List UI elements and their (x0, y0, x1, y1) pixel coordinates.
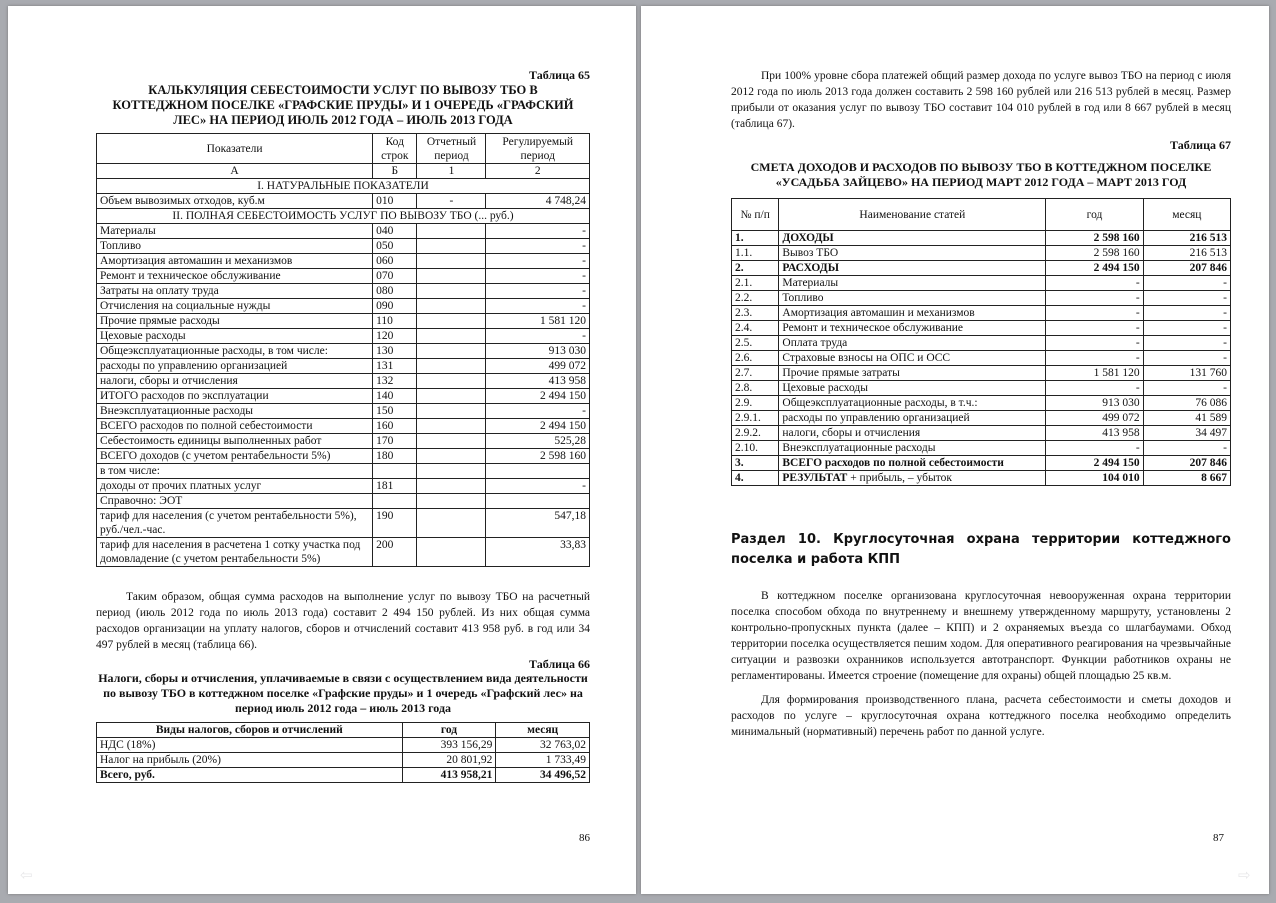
table-cell: 2.7. (732, 366, 779, 381)
section-title: I. НАТУРАЛЬНЫЕ ПОКАЗАТЕЛИ (97, 179, 590, 194)
table-cell (417, 284, 486, 299)
table-row (97, 254, 590, 269)
table-cell: 4 748,24 (486, 194, 590, 209)
table-66-title: Налоги, сборы и отчисления, уплачиваемые в связи с осуществлением вида деятельности по вывозу ТБО в коттеджном поселке «Графские пруды» и 1 очередь «Графский лес» на период июль 2012 года – июль 2013 года (98, 671, 588, 715)
result-label: РЕЗУЛЬТАТ (782, 472, 848, 484)
table-row (97, 434, 590, 449)
table-65-section-row (97, 179, 590, 194)
table-cell (417, 538, 486, 567)
page-86 (8, 6, 636, 894)
table-row (97, 299, 590, 314)
table-cell: Топливо (779, 291, 1046, 306)
table-cell: 2.4. (732, 321, 779, 336)
table-cell: 2.9. (732, 396, 779, 411)
table-cell: 2 598 160 (486, 449, 590, 464)
table-cell: 499 072 (1046, 411, 1143, 426)
page-number: 86 (579, 832, 590, 844)
page-87 (641, 6, 1269, 894)
table-66-label: Таблица 66 (529, 657, 590, 671)
table-row (732, 456, 1231, 471)
table-cell: 190 (373, 509, 417, 538)
table-cell: 150 (373, 404, 417, 419)
table-cell (779, 471, 1046, 486)
table-cell: 2 494 150 (486, 389, 590, 404)
table-cell: 131 760 (1143, 366, 1230, 381)
table-cell (417, 254, 486, 269)
table-cell (417, 494, 486, 509)
table-cell: 1 (417, 164, 486, 179)
table-cell: 2.1. (732, 276, 779, 291)
table-67 (731, 198, 1231, 486)
table-cell: - (486, 224, 590, 239)
table-cell: - (1143, 276, 1230, 291)
table-cell (417, 464, 486, 479)
table-cell: налоги, сборы и отчисления (97, 374, 373, 389)
arrow-right-icon[interactable]: ⇨ (1238, 866, 1251, 884)
table-cell: Себестоимость единицы выполненных работ (97, 434, 373, 449)
table-cell: 2. (732, 261, 779, 276)
page-86-content (96, 68, 590, 783)
table-cell (417, 224, 486, 239)
table-cell: 181 (373, 479, 417, 494)
table-cell: 8 667 (1143, 471, 1230, 486)
table-row (97, 239, 590, 254)
table-row (732, 366, 1231, 381)
table-row (732, 411, 1231, 426)
arrow-left-icon[interactable]: ⇦ (20, 866, 33, 884)
table-cell: 34 496,52 (496, 768, 590, 783)
table-cell: А (97, 164, 373, 179)
table-cell: 132 (373, 374, 417, 389)
table-cell (373, 464, 417, 479)
table-cell: 20 801,92 (402, 753, 496, 768)
table-cell (417, 374, 486, 389)
paragraph-income: При 100% уровне сбора платежей общий размер дохода по услуге вывоз ТБО на период с июля 2012 года по июль 2013 года должен составить 2 598 160 рублей или 216 513 рублей в месяц. Размер прибыли от оказания услуг по вывозу ТБО составит 104 010 рублей в год или 8 667 рублей в месяц (таблица 67). (731, 70, 1231, 130)
table-cell: Налог на прибыль (20%) (97, 753, 403, 768)
table-cell: - (486, 299, 590, 314)
table-cell: 33,83 (486, 538, 590, 567)
table-cell: 200 (373, 538, 417, 567)
table-cell: - (1143, 441, 1230, 456)
table-cell: 131 (373, 359, 417, 374)
paragraph-security: В коттеджном поселке организована круглосуточная невооруженная охрана территории поселка способом обхода по внутреннему и внешнему утвержденному маршруту, установлены 2 контрольно-пропускных пункта (далее – КПП) и 2 охраняемых въезда со шлагбаумами. Обход территории поселка осуществляется пешим ходом. Для оперативного реагирования на чрезвычайные ситуации и развозки охранников используется автотранспорт. Функции работников охраны не регламентированы. Имеется строение (помещение для охраны) общей площадью 25 кв.м. (731, 590, 1231, 682)
table-cell (417, 389, 486, 404)
table-cell: 1. (732, 231, 779, 246)
table-cell: 2 494 150 (1046, 456, 1143, 471)
table-cell: - (486, 404, 590, 419)
table-cell: налоги, сборы и отчисления (779, 426, 1046, 441)
table-65 (96, 133, 590, 567)
table-cell: 207 846 (1143, 261, 1230, 276)
table-cell: 2 494 150 (486, 419, 590, 434)
table-cell: тариф для населения в расчетена 1 сотку участка под домовладение (с учетом рентабельности 5%) (97, 538, 373, 567)
table-cell: Вывоз ТБО (779, 246, 1046, 261)
table-cell (417, 329, 486, 344)
table-67-header: месяц (1143, 199, 1230, 231)
table-row (732, 306, 1231, 321)
table-67-header: год (1046, 199, 1143, 231)
table-cell: - (486, 479, 590, 494)
table-cell: Прочие прямые расходы (97, 314, 373, 329)
table-row (732, 276, 1231, 291)
table-66-header: год (402, 723, 496, 738)
table-cell: 2 494 150 (1046, 261, 1143, 276)
table-cell: 140 (373, 389, 417, 404)
table-66 (96, 722, 590, 783)
table-cell: 1 581 120 (486, 314, 590, 329)
table-cell (373, 494, 417, 509)
table-67-title: СМЕТА ДОХОДОВ И РАСХОДОВ ПО ВЫВОЗУ ТБО В КОТТЕДЖНОМ ПОСЕЛКЕ «УСАДЬБА ЗАЙЦЕВО» НА ПЕРИОД МАРТ 2012 ГОДА – МАРТ 2013 ГОД (750, 160, 1212, 189)
table-row (97, 419, 590, 434)
table-row (732, 336, 1231, 351)
table-cell (417, 344, 486, 359)
table-cell: - (486, 284, 590, 299)
table-cell: Страховые взносы на ОПС и ОСС (779, 351, 1046, 366)
table-row (97, 738, 590, 753)
table-cell: Внеэксплуатационные расходы (779, 441, 1046, 456)
table-cell (486, 464, 590, 479)
table-cell: 2.5. (732, 336, 779, 351)
page-number: 87 (1213, 832, 1224, 844)
table-cell: - (1143, 336, 1230, 351)
table-cell: - (417, 194, 486, 209)
table-cell: ВСЕГО расходов по полной себестоимости (779, 456, 1046, 471)
table-cell: 2 (486, 164, 590, 179)
table-cell: 547,18 (486, 509, 590, 538)
table-cell (417, 479, 486, 494)
table-row (97, 389, 590, 404)
table-row (732, 441, 1231, 456)
table-cell (417, 314, 486, 329)
table-66-header: месяц (496, 723, 590, 738)
table-cell: 913 030 (1046, 396, 1143, 411)
table-row (732, 426, 1231, 441)
table-cell (417, 359, 486, 374)
table-cell: Амортизация автомашин и механизмов (779, 306, 1046, 321)
table-cell: Отчисления на социальные нужды (97, 299, 373, 314)
paragraph-plan: Для формирования производственного плана, расчета себестоимости и сметы доходов и расходов по услуге – круглосуточная охрана коттеджного поселка необходимо определить минимальный (нормативный) перечень работ по данной услуге. (731, 694, 1231, 738)
table-cell (417, 239, 486, 254)
table-row (97, 329, 590, 344)
table-cell: 913 030 (486, 344, 590, 359)
table-cell: 413 958 (1046, 426, 1143, 441)
table-cell: 010 (373, 194, 417, 209)
table-cell: НДС (18%) (97, 738, 403, 753)
table-cell: 2.10. (732, 441, 779, 456)
table-cell: 1 581 120 (1046, 366, 1143, 381)
table-cell (417, 404, 486, 419)
table-65-header: Показатели (97, 134, 373, 164)
table-cell: 2.2. (732, 291, 779, 306)
table-row (97, 753, 590, 768)
table-row (732, 351, 1231, 366)
table-65-title: КАЛЬКУЛЯЦИЯ СЕБЕСТОИМОСТИ УСЛУГ ПО ВЫВОЗУ ТБО В КОТТЕДЖНОМ ПОСЕЛКЕ «ГРАФСКИЕ ПРУДЫ» И 1 ОЧЕРЕДЬ «ГРАФСКИЙ ЛЕС» НА ПЕРИОД ИЮЛЬ 2012 ГОДА – ИЮЛЬ 2013 ГОДА (112, 83, 574, 127)
table-cell: ИТОГО расходов по эксплуатации (97, 389, 373, 404)
table-row (97, 479, 590, 494)
table-cell: - (1046, 291, 1143, 306)
table-cell: 413 958,21 (402, 768, 496, 783)
table-row (732, 261, 1231, 276)
table-cell: Б (373, 164, 417, 179)
table-cell: 4. (732, 471, 779, 486)
result-suffix: + прибыль, – убыток (847, 472, 952, 484)
table-cell: тариф для населения (с учетом рентабельности 5%), руб./чел.-час. (97, 509, 373, 538)
table-cell: ВСЕГО расходов по полной себестоимости (97, 419, 373, 434)
table-cell: - (1143, 291, 1230, 306)
table-row (732, 321, 1231, 336)
table-row (97, 404, 590, 419)
table-65-index-row (97, 164, 590, 179)
table-cell: Прочие прямые затраты (779, 366, 1046, 381)
table-cell: Материалы (97, 224, 373, 239)
table-65-section-row (97, 209, 590, 224)
table-row (732, 471, 1231, 486)
table-row (97, 464, 590, 479)
table-cell: Внеэксплуатационные расходы (97, 404, 373, 419)
table-cell: 060 (373, 254, 417, 269)
table-cell: 040 (373, 224, 417, 239)
table-cell: Цеховые расходы (97, 329, 373, 344)
table-cell: - (1143, 321, 1230, 336)
table-67-label: Таблица 67 (1170, 138, 1231, 152)
table-cell: 393 156,29 (402, 738, 496, 753)
table-cell: Затраты на оплату труда (97, 284, 373, 299)
table-67-header: Наименование статей (779, 199, 1046, 231)
table-cell: 499 072 (486, 359, 590, 374)
table-cell: Объем вывозимых отходов, куб.м (97, 194, 373, 209)
table-cell: - (1046, 381, 1143, 396)
table-67-header: № п/п (732, 199, 779, 231)
section-10-heading: Раздел 10. Круглосуточная охрана территории коттеджного поселка и работа КПП (731, 532, 1231, 567)
table-row (97, 494, 590, 509)
table-cell: 2 598 160 (1046, 231, 1143, 246)
table-cell: 110 (373, 314, 417, 329)
table-cell: Общеэксплуатационные расходы, в том числе: (97, 344, 373, 359)
table-cell: 2.6. (732, 351, 779, 366)
table-cell (417, 299, 486, 314)
table-cell (417, 434, 486, 449)
table-cell: - (1046, 321, 1143, 336)
table-cell: Амортизация автомашин и механизмов (97, 254, 373, 269)
table-cell (486, 494, 590, 509)
table-cell: 1 733,49 (496, 753, 590, 768)
table-cell: 090 (373, 299, 417, 314)
table-cell: 050 (373, 239, 417, 254)
table-cell: - (1143, 381, 1230, 396)
table-cell: в том числе: (97, 464, 373, 479)
table-cell: 41 589 (1143, 411, 1230, 426)
table-cell: 2.8. (732, 381, 779, 396)
table-cell: - (1046, 276, 1143, 291)
table-cell (417, 419, 486, 434)
table-row (97, 374, 590, 389)
table-row (97, 314, 590, 329)
table-cell: расходы по управлению организацией (97, 359, 373, 374)
table-row (97, 284, 590, 299)
table-cell: 413 958 (486, 374, 590, 389)
table-row (97, 344, 590, 359)
table-row (732, 231, 1231, 246)
table-66-header: Виды налогов, сборов и отчислений (97, 723, 403, 738)
table-cell: Цеховые расходы (779, 381, 1046, 396)
table-cell: 1.1. (732, 246, 779, 261)
table-cell: 2.9.1. (732, 411, 779, 426)
table-cell: 170 (373, 434, 417, 449)
table-cell: Оплата труда (779, 336, 1046, 351)
table-cell: - (486, 239, 590, 254)
table-cell: 3. (732, 456, 779, 471)
section-title: II. ПОЛНАЯ СЕБЕСТОИМОСТЬ УСЛУГ ПО ВЫВОЗУ ТБО (... руб.) (97, 209, 590, 224)
table-cell: - (1046, 336, 1143, 351)
table-cell: доходы от прочих платных услуг (97, 479, 373, 494)
table-row (732, 381, 1231, 396)
table-cell: Общеэксплуатационные расходы, в т.ч.: (779, 396, 1046, 411)
table-row (97, 449, 590, 464)
table-65-header: Регулируемый период (486, 134, 590, 164)
table-row (97, 224, 590, 239)
table-cell: Материалы (779, 276, 1046, 291)
table-cell: - (1046, 441, 1143, 456)
paragraph-summary: Таким образом, общая сумма расходов на выполнение услуг по вывозу ТБО на расчетный период (июль 2012 года по июль 2013 года) составит 2 494 150 рублей. Из них общая сумма расходов организации на уплату налогов, сборов и отчислений составит 413 958 руб. в год или 34 497 рублей в месяц (таблица 66). (96, 591, 590, 651)
table-cell: - (1046, 351, 1143, 366)
table-cell: 120 (373, 329, 417, 344)
table-row (97, 359, 590, 374)
table-cell: 070 (373, 269, 417, 284)
table-row (732, 246, 1231, 261)
table-cell: - (1143, 306, 1230, 321)
table-row (97, 194, 590, 209)
table-cell: Справочно: ЭОТ (97, 494, 373, 509)
table-cell: - (486, 254, 590, 269)
table-cell (417, 449, 486, 464)
table-cell: - (1143, 351, 1230, 366)
table-cell: расходы по управлению организацией (779, 411, 1046, 426)
table-cell: 216 513 (1143, 246, 1230, 261)
table-65-header: Отчетный период (417, 134, 486, 164)
page-87-content (731, 68, 1231, 740)
table-cell: 160 (373, 419, 417, 434)
table-cell: 180 (373, 449, 417, 464)
table-cell: Ремонт и техническое обслуживание (779, 321, 1046, 336)
table-cell: - (486, 269, 590, 284)
table-cell: 104 010 (1046, 471, 1143, 486)
table-cell: 76 086 (1143, 396, 1230, 411)
table-cell: - (486, 329, 590, 344)
table-cell: 525,28 (486, 434, 590, 449)
table-cell: ДОХОДЫ (779, 231, 1046, 246)
table-65-label: Таблица 65 (529, 68, 590, 82)
table-cell: Всего, руб. (97, 768, 403, 783)
table-cell: - (1046, 306, 1143, 321)
table-cell: Ремонт и техническое обслуживание (97, 269, 373, 284)
table-cell: 207 846 (1143, 456, 1230, 471)
table-row (732, 396, 1231, 411)
table-total-row (97, 768, 590, 783)
table-cell: ВСЕГО доходов (с учетом рентабельности 5%) (97, 449, 373, 464)
table-row (97, 538, 590, 567)
table-cell: 216 513 (1143, 231, 1230, 246)
table-cell: 32 763,02 (496, 738, 590, 753)
table-cell (417, 509, 486, 538)
table-cell: 080 (373, 284, 417, 299)
table-cell: 2.9.2. (732, 426, 779, 441)
table-row (97, 269, 590, 284)
table-cell: 34 497 (1143, 426, 1230, 441)
table-cell: 2.3. (732, 306, 779, 321)
table-cell: Топливо (97, 239, 373, 254)
table-cell (417, 269, 486, 284)
table-cell: 130 (373, 344, 417, 359)
table-65-header: Код строк (373, 134, 417, 164)
table-cell: 2 598 160 (1046, 246, 1143, 261)
table-row (732, 291, 1231, 306)
table-row (97, 509, 590, 538)
table-cell: РАСХОДЫ (779, 261, 1046, 276)
